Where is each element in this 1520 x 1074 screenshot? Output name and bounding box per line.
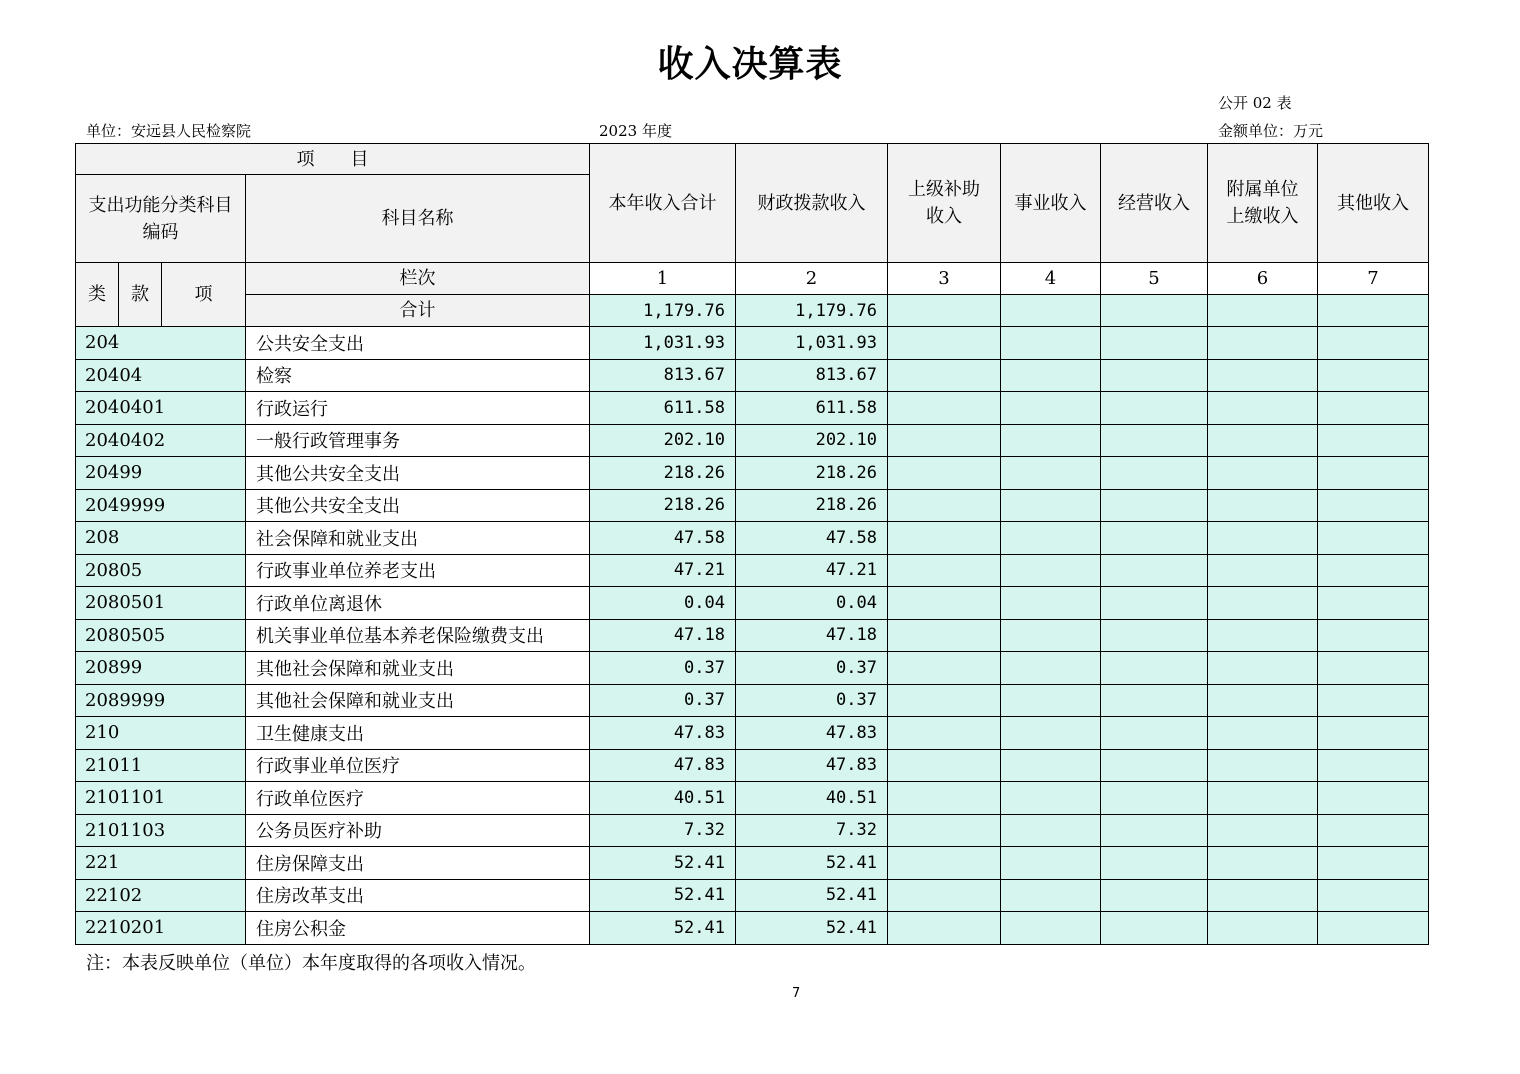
column-number-5: 5 [1101, 263, 1208, 295]
row-value-2: 218.26 [736, 457, 888, 490]
table-row [76, 392, 1429, 425]
row-value-1: 40.51 [590, 782, 736, 815]
row-code: 2101103 [76, 814, 246, 847]
table-row [76, 359, 1429, 392]
row-value-7 [1318, 359, 1429, 392]
row-value-5 [1101, 814, 1208, 847]
row-subject-name: 行政事业单位医疗 [246, 749, 590, 782]
row-value-2: 7.32 [736, 814, 888, 847]
total-value-6 [1208, 295, 1318, 327]
row-value-2: 52.41 [736, 912, 888, 945]
row-value-3 [888, 457, 1001, 490]
row-value-5 [1101, 717, 1208, 750]
row-value-5 [1101, 879, 1208, 912]
table-row [76, 489, 1429, 522]
row-value-2: 47.58 [736, 522, 888, 555]
row-code: 2049999 [76, 489, 246, 522]
row-value-2: 40.51 [736, 782, 888, 815]
row-value-1: 47.18 [590, 619, 736, 652]
row-value-1: 611.58 [590, 392, 736, 425]
column-number-4: 4 [1001, 263, 1101, 295]
row-value-7 [1318, 489, 1429, 522]
row-value-2: 218.26 [736, 489, 888, 522]
money-unit-label: 金额单位：万元 [1218, 122, 1324, 140]
total-row [76, 295, 1429, 327]
table-row [76, 619, 1429, 652]
row-subject-name: 住房改革支出 [246, 879, 590, 912]
kuan-header: 款 [119, 263, 162, 327]
table-row [76, 684, 1429, 717]
table-row [76, 782, 1429, 815]
row-value-3 [888, 522, 1001, 555]
row-code: 20404 [76, 359, 246, 392]
xiang-header: 项 [162, 263, 246, 327]
page-number: 7 [792, 986, 801, 1001]
row-value-7 [1318, 522, 1429, 555]
row-value-4 [1001, 717, 1101, 750]
subject-name-header: 科目名称 [246, 175, 590, 263]
row-value-7 [1318, 782, 1429, 815]
row-value-6 [1208, 847, 1318, 880]
row-value-7 [1318, 392, 1429, 425]
table-row [76, 587, 1429, 620]
row-value-6 [1208, 554, 1318, 587]
row-code: 2089999 [76, 684, 246, 717]
column-number-7: 7 [1318, 263, 1429, 295]
row-value-5 [1101, 522, 1208, 555]
row-value-3 [888, 847, 1001, 880]
row-code: 2210201 [76, 912, 246, 945]
row-value-6 [1208, 327, 1318, 360]
code-group-header: 支出功能分类科目编码 [76, 175, 246, 263]
row-value-5 [1101, 684, 1208, 717]
table-row [76, 522, 1429, 555]
row-value-4 [1001, 359, 1101, 392]
row-value-3 [888, 359, 1001, 392]
row-value-5 [1101, 457, 1208, 490]
row-value-2: 47.18 [736, 619, 888, 652]
row-value-3 [888, 489, 1001, 522]
row-value-4 [1001, 619, 1101, 652]
column-header-6: 附属单位上缴收入 [1208, 144, 1318, 263]
row-code: 208 [76, 522, 246, 555]
row-value-4 [1001, 327, 1101, 360]
table-note: 注：本表反映单位（单位）本年度取得的各项收入情况。 [86, 953, 536, 974]
table-row [76, 749, 1429, 782]
column-number-6: 6 [1208, 263, 1318, 295]
row-code: 2080505 [76, 619, 246, 652]
row-value-7 [1318, 554, 1429, 587]
row-value-7 [1318, 814, 1429, 847]
row-value-7 [1318, 847, 1429, 880]
row-value-1: 7.32 [590, 814, 736, 847]
row-subject-name: 社会保障和就业支出 [246, 522, 590, 555]
row-value-3 [888, 814, 1001, 847]
row-value-4 [1001, 652, 1101, 685]
row-value-2: 52.41 [736, 847, 888, 880]
row-value-6 [1208, 717, 1318, 750]
row-subject-name: 机关事业单位基本养老保险缴费支出 [246, 619, 590, 652]
row-code: 20499 [76, 457, 246, 490]
row-subject-name: 行政运行 [246, 392, 590, 425]
row-value-6 [1208, 522, 1318, 555]
row-value-3 [888, 424, 1001, 457]
row-value-6 [1208, 912, 1318, 945]
row-value-7 [1318, 684, 1429, 717]
row-value-6 [1208, 749, 1318, 782]
row-value-6 [1208, 879, 1318, 912]
table-row [76, 424, 1429, 457]
row-code: 2101101 [76, 782, 246, 815]
row-value-1: 47.21 [590, 554, 736, 587]
row-code: 221 [76, 847, 246, 880]
row-code: 210 [76, 717, 246, 750]
row-value-5 [1101, 359, 1208, 392]
row-subject-name: 其他公共安全支出 [246, 457, 590, 490]
column-number-2: 2 [736, 263, 888, 295]
lei-header: 类 [76, 263, 119, 327]
row-value-2: 611.58 [736, 392, 888, 425]
row-subject-name: 行政事业单位养老支出 [246, 554, 590, 587]
fiscal-year: 2023 年度 [599, 122, 672, 140]
row-value-5 [1101, 489, 1208, 522]
row-value-3 [888, 879, 1001, 912]
row-code: 204 [76, 327, 246, 360]
column-header-2: 财政拨款收入 [736, 144, 888, 263]
row-value-3 [888, 652, 1001, 685]
table-row [76, 652, 1429, 685]
row-subject-name: 卫生健康支出 [246, 717, 590, 750]
row-subject-name: 其他社会保障和就业支出 [246, 684, 590, 717]
form-number: 公开 02 表 [1218, 94, 1292, 112]
row-subject-name: 其他社会保障和就业支出 [246, 652, 590, 685]
row-value-3 [888, 392, 1001, 425]
row-value-1: 52.41 [590, 847, 736, 880]
row-value-6 [1208, 359, 1318, 392]
row-value-2: 813.67 [736, 359, 888, 392]
row-value-6 [1208, 489, 1318, 522]
row-value-4 [1001, 912, 1101, 945]
row-value-3 [888, 327, 1001, 360]
table-row [76, 879, 1429, 912]
row-value-2: 52.41 [736, 879, 888, 912]
row-value-4 [1001, 489, 1101, 522]
row-value-6 [1208, 619, 1318, 652]
total-value-4 [1001, 295, 1101, 327]
row-value-1: 47.83 [590, 749, 736, 782]
column-header-1: 本年收入合计 [590, 144, 736, 263]
row-code: 2080501 [76, 587, 246, 620]
column-number-3: 3 [888, 263, 1001, 295]
row-value-1: 202.10 [590, 424, 736, 457]
row-value-4 [1001, 587, 1101, 620]
row-value-4 [1001, 782, 1101, 815]
row-value-3 [888, 684, 1001, 717]
column-header-3: 上级补助收入 [888, 144, 1001, 263]
row-value-7 [1318, 619, 1429, 652]
row-value-3 [888, 912, 1001, 945]
row-code: 2040402 [76, 424, 246, 457]
row-value-1: 47.83 [590, 717, 736, 750]
row-value-4 [1001, 554, 1101, 587]
row-value-4 [1001, 457, 1101, 490]
row-value-7 [1318, 912, 1429, 945]
row-value-1: 813.67 [590, 359, 736, 392]
row-value-3 [888, 619, 1001, 652]
table-row [76, 847, 1429, 880]
row-value-2: 0.37 [736, 652, 888, 685]
row-value-4 [1001, 749, 1101, 782]
row-value-1: 1,031.93 [590, 327, 736, 360]
row-value-5 [1101, 782, 1208, 815]
row-value-1: 218.26 [590, 457, 736, 490]
row-value-6 [1208, 684, 1318, 717]
row-value-6 [1208, 457, 1318, 490]
row-value-2: 0.37 [736, 684, 888, 717]
table-row [76, 814, 1429, 847]
row-subject-name: 公务员医疗补助 [246, 814, 590, 847]
row-value-1: 47.58 [590, 522, 736, 555]
row-value-6 [1208, 782, 1318, 815]
total-value-7 [1318, 295, 1429, 327]
row-value-6 [1208, 814, 1318, 847]
column-header-7: 其他收入 [1318, 144, 1429, 263]
row-value-5 [1101, 847, 1208, 880]
row-value-1: 0.37 [590, 684, 736, 717]
total-value-3 [888, 295, 1001, 327]
row-value-6 [1208, 587, 1318, 620]
table-row [76, 457, 1429, 490]
unit-label: 单位：安远县人民检察院 [86, 122, 252, 140]
row-value-2: 47.21 [736, 554, 888, 587]
row-value-5 [1101, 652, 1208, 685]
income-table [75, 143, 1429, 945]
row-subject-name: 检察 [246, 359, 590, 392]
row-value-4 [1001, 424, 1101, 457]
row-value-5 [1101, 327, 1208, 360]
row-value-4 [1001, 684, 1101, 717]
row-value-3 [888, 717, 1001, 750]
row-value-5 [1101, 749, 1208, 782]
row-value-6 [1208, 424, 1318, 457]
row-value-1: 0.04 [590, 587, 736, 620]
row-value-6 [1208, 392, 1318, 425]
row-value-3 [888, 554, 1001, 587]
table-row [76, 912, 1429, 945]
row-code: 22102 [76, 879, 246, 912]
row-value-2: 47.83 [736, 717, 888, 750]
row-code: 20899 [76, 652, 246, 685]
row-subject-name: 行政单位离退休 [246, 587, 590, 620]
row-subject-name: 住房保障支出 [246, 847, 590, 880]
row-value-5 [1101, 587, 1208, 620]
row-value-7 [1318, 879, 1429, 912]
row-value-1: 52.41 [590, 912, 736, 945]
row-subject-name: 公共安全支出 [246, 327, 590, 360]
row-value-4 [1001, 814, 1101, 847]
row-subject-name: 一般行政管理事务 [246, 424, 590, 457]
row-value-5 [1101, 554, 1208, 587]
row-value-7 [1318, 717, 1429, 750]
project-header: 项 目 [76, 144, 590, 175]
row-value-1: 0.37 [590, 652, 736, 685]
row-value-2: 1,031.93 [736, 327, 888, 360]
row-subject-name: 住房公积金 [246, 912, 590, 945]
total-value-5 [1101, 295, 1208, 327]
row-value-4 [1001, 522, 1101, 555]
row-value-7 [1318, 652, 1429, 685]
row-value-6 [1208, 652, 1318, 685]
row-value-3 [888, 782, 1001, 815]
total-value-2: 1,179.76 [736, 295, 888, 327]
total-value-1: 1,179.76 [590, 295, 736, 327]
row-code: 2040401 [76, 392, 246, 425]
row-value-3 [888, 587, 1001, 620]
row-subject-name: 行政单位医疗 [246, 782, 590, 815]
row-value-5 [1101, 619, 1208, 652]
column-number-1: 1 [590, 263, 736, 295]
column-header-5: 经营收入 [1101, 144, 1208, 263]
row-value-2: 47.83 [736, 749, 888, 782]
page-title: 收入决算表 [657, 44, 843, 85]
row-value-7 [1318, 457, 1429, 490]
column-header-4: 事业收入 [1001, 144, 1101, 263]
table-row [76, 327, 1429, 360]
row-value-7 [1318, 327, 1429, 360]
row-value-7 [1318, 749, 1429, 782]
row-value-5 [1101, 392, 1208, 425]
row-value-2: 202.10 [736, 424, 888, 457]
total-label: 合计 [246, 295, 590, 327]
row-value-7 [1318, 587, 1429, 620]
row-value-4 [1001, 847, 1101, 880]
row-value-7 [1318, 424, 1429, 457]
table-row [76, 554, 1429, 587]
row-value-3 [888, 749, 1001, 782]
row-value-5 [1101, 912, 1208, 945]
row-subject-name: 其他公共安全支出 [246, 489, 590, 522]
row-value-4 [1001, 879, 1101, 912]
row-value-4 [1001, 392, 1101, 425]
row-code: 20805 [76, 554, 246, 587]
row-value-1: 218.26 [590, 489, 736, 522]
row-code: 21011 [76, 749, 246, 782]
row-value-5 [1101, 424, 1208, 457]
lanci-label: 栏次 [246, 263, 590, 295]
row-value-2: 0.04 [736, 587, 888, 620]
table-row [76, 717, 1429, 750]
row-value-1: 52.41 [590, 879, 736, 912]
